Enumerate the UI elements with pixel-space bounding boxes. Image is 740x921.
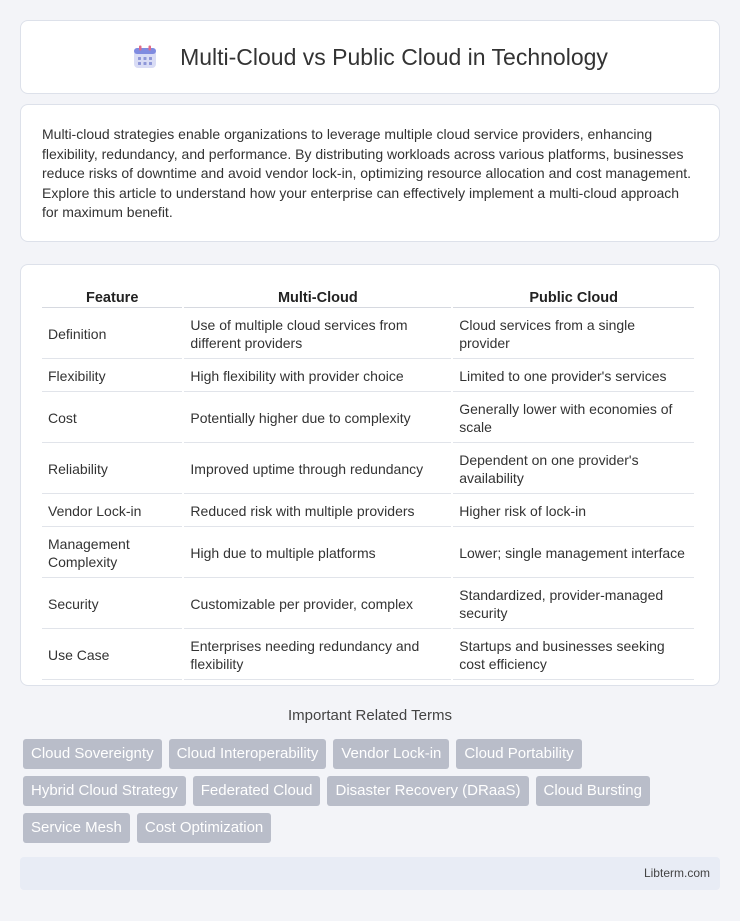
table-cell: High due to multiple platforms: [184, 529, 451, 578]
tag-row: [23, 776, 723, 806]
table-header-row: [42, 288, 694, 308]
tag-cloud-portability[interactable]: Cloud Portability: [456, 739, 581, 769]
table-cell: High flexibility with provider choice: [184, 361, 451, 392]
table-cell: Enterprises needing redundancy and flexibility: [184, 631, 451, 680]
table-row: [42, 361, 694, 392]
tag-cost-optimization[interactable]: Cost Optimization: [137, 813, 271, 843]
table-cell: Standardized, provider-managed security: [453, 580, 694, 629]
table-cell: Security: [42, 580, 182, 629]
related-terms-list: [23, 739, 723, 850]
table-row: [42, 394, 694, 443]
table-row: [42, 445, 694, 494]
table-cell: Management Complexity: [42, 529, 182, 578]
tag-row: [23, 813, 723, 843]
table-row: [42, 580, 694, 629]
related-terms-heading: Important Related Terms: [288, 707, 452, 724]
tag-vendor-lock-in[interactable]: Vendor Lock-in: [333, 739, 449, 769]
table-cell: Use of multiple cloud services from different providers: [184, 310, 451, 359]
table-cell: Startups and businesses seeking cost efficiency: [453, 631, 694, 680]
page-title: Multi-Cloud vs Public Cloud in Technology: [180, 43, 608, 70]
intro-card: [20, 104, 720, 242]
table-cell: Generally lower with economies of scale: [453, 394, 694, 443]
table-cell: Flexibility: [42, 361, 182, 392]
table-row: [42, 529, 694, 578]
intro-paragraph: Multi-cloud strategies enable organizations to leverage multiple cloud service providers, enhancing flexibility, redundancy, and performance. By distributing workloads across various platforms, businesses reduce risks of downtime and avoid vendor lock-in, optimizing resource allocation and cost management. Explore this article to understand how your enterprise can effectively implement a multi-cloud approach for maximum benefit.: [42, 126, 692, 221]
comparison-table: [40, 286, 696, 682]
tag-federated-cloud[interactable]: Federated Cloud: [193, 776, 321, 806]
table-cell: Higher risk of lock-in: [453, 496, 694, 527]
table-cell: Reduced risk with multiple providers: [184, 496, 451, 527]
tag-cloud-sovereignty[interactable]: Cloud Sovereignty: [23, 739, 162, 769]
column-header-multi-cloud: Multi-Cloud: [184, 288, 451, 308]
tag-hybrid-cloud-strategy[interactable]: Hybrid Cloud Strategy: [23, 776, 186, 806]
table-row: [42, 310, 694, 359]
table-cell: Cost: [42, 394, 182, 443]
table-cell: Improved uptime through redundancy: [184, 445, 451, 494]
column-header-feature: Feature: [42, 288, 182, 308]
tag-cloud-bursting[interactable]: Cloud Bursting: [536, 776, 650, 806]
tag-row: [23, 739, 723, 769]
table-cell: Lower; single management interface: [453, 529, 694, 578]
table-cell: Use Case: [42, 631, 182, 680]
table-row: [42, 631, 694, 680]
table-cell: Vendor Lock-in: [42, 496, 182, 527]
table-row: [42, 496, 694, 527]
tag-service-mesh[interactable]: Service Mesh: [23, 813, 130, 843]
table-cell: Reliability: [42, 445, 182, 494]
table-cell: Potentially higher due to complexity: [184, 394, 451, 443]
calendar-icon: [132, 44, 158, 70]
table-cell: Limited to one provider's services: [453, 361, 694, 392]
tag-cloud-interoperability[interactable]: Cloud Interoperability: [169, 739, 327, 769]
footer-site-link[interactable]: Libterm.com: [643, 866, 710, 880]
footer: [20, 857, 720, 890]
tag-disaster-recovery[interactable]: Disaster Recovery (DRaaS): [327, 776, 528, 806]
table-cell: Customizable per provider, complex: [184, 580, 451, 629]
column-header-public-cloud: Public Cloud: [453, 288, 694, 308]
table-cell: Cloud services from a single provider: [453, 310, 694, 359]
header-card: [20, 20, 720, 94]
table-cell: Dependent on one provider's availability: [453, 445, 694, 494]
comparison-table-card: [20, 264, 720, 686]
table-cell: Definition: [42, 310, 182, 359]
